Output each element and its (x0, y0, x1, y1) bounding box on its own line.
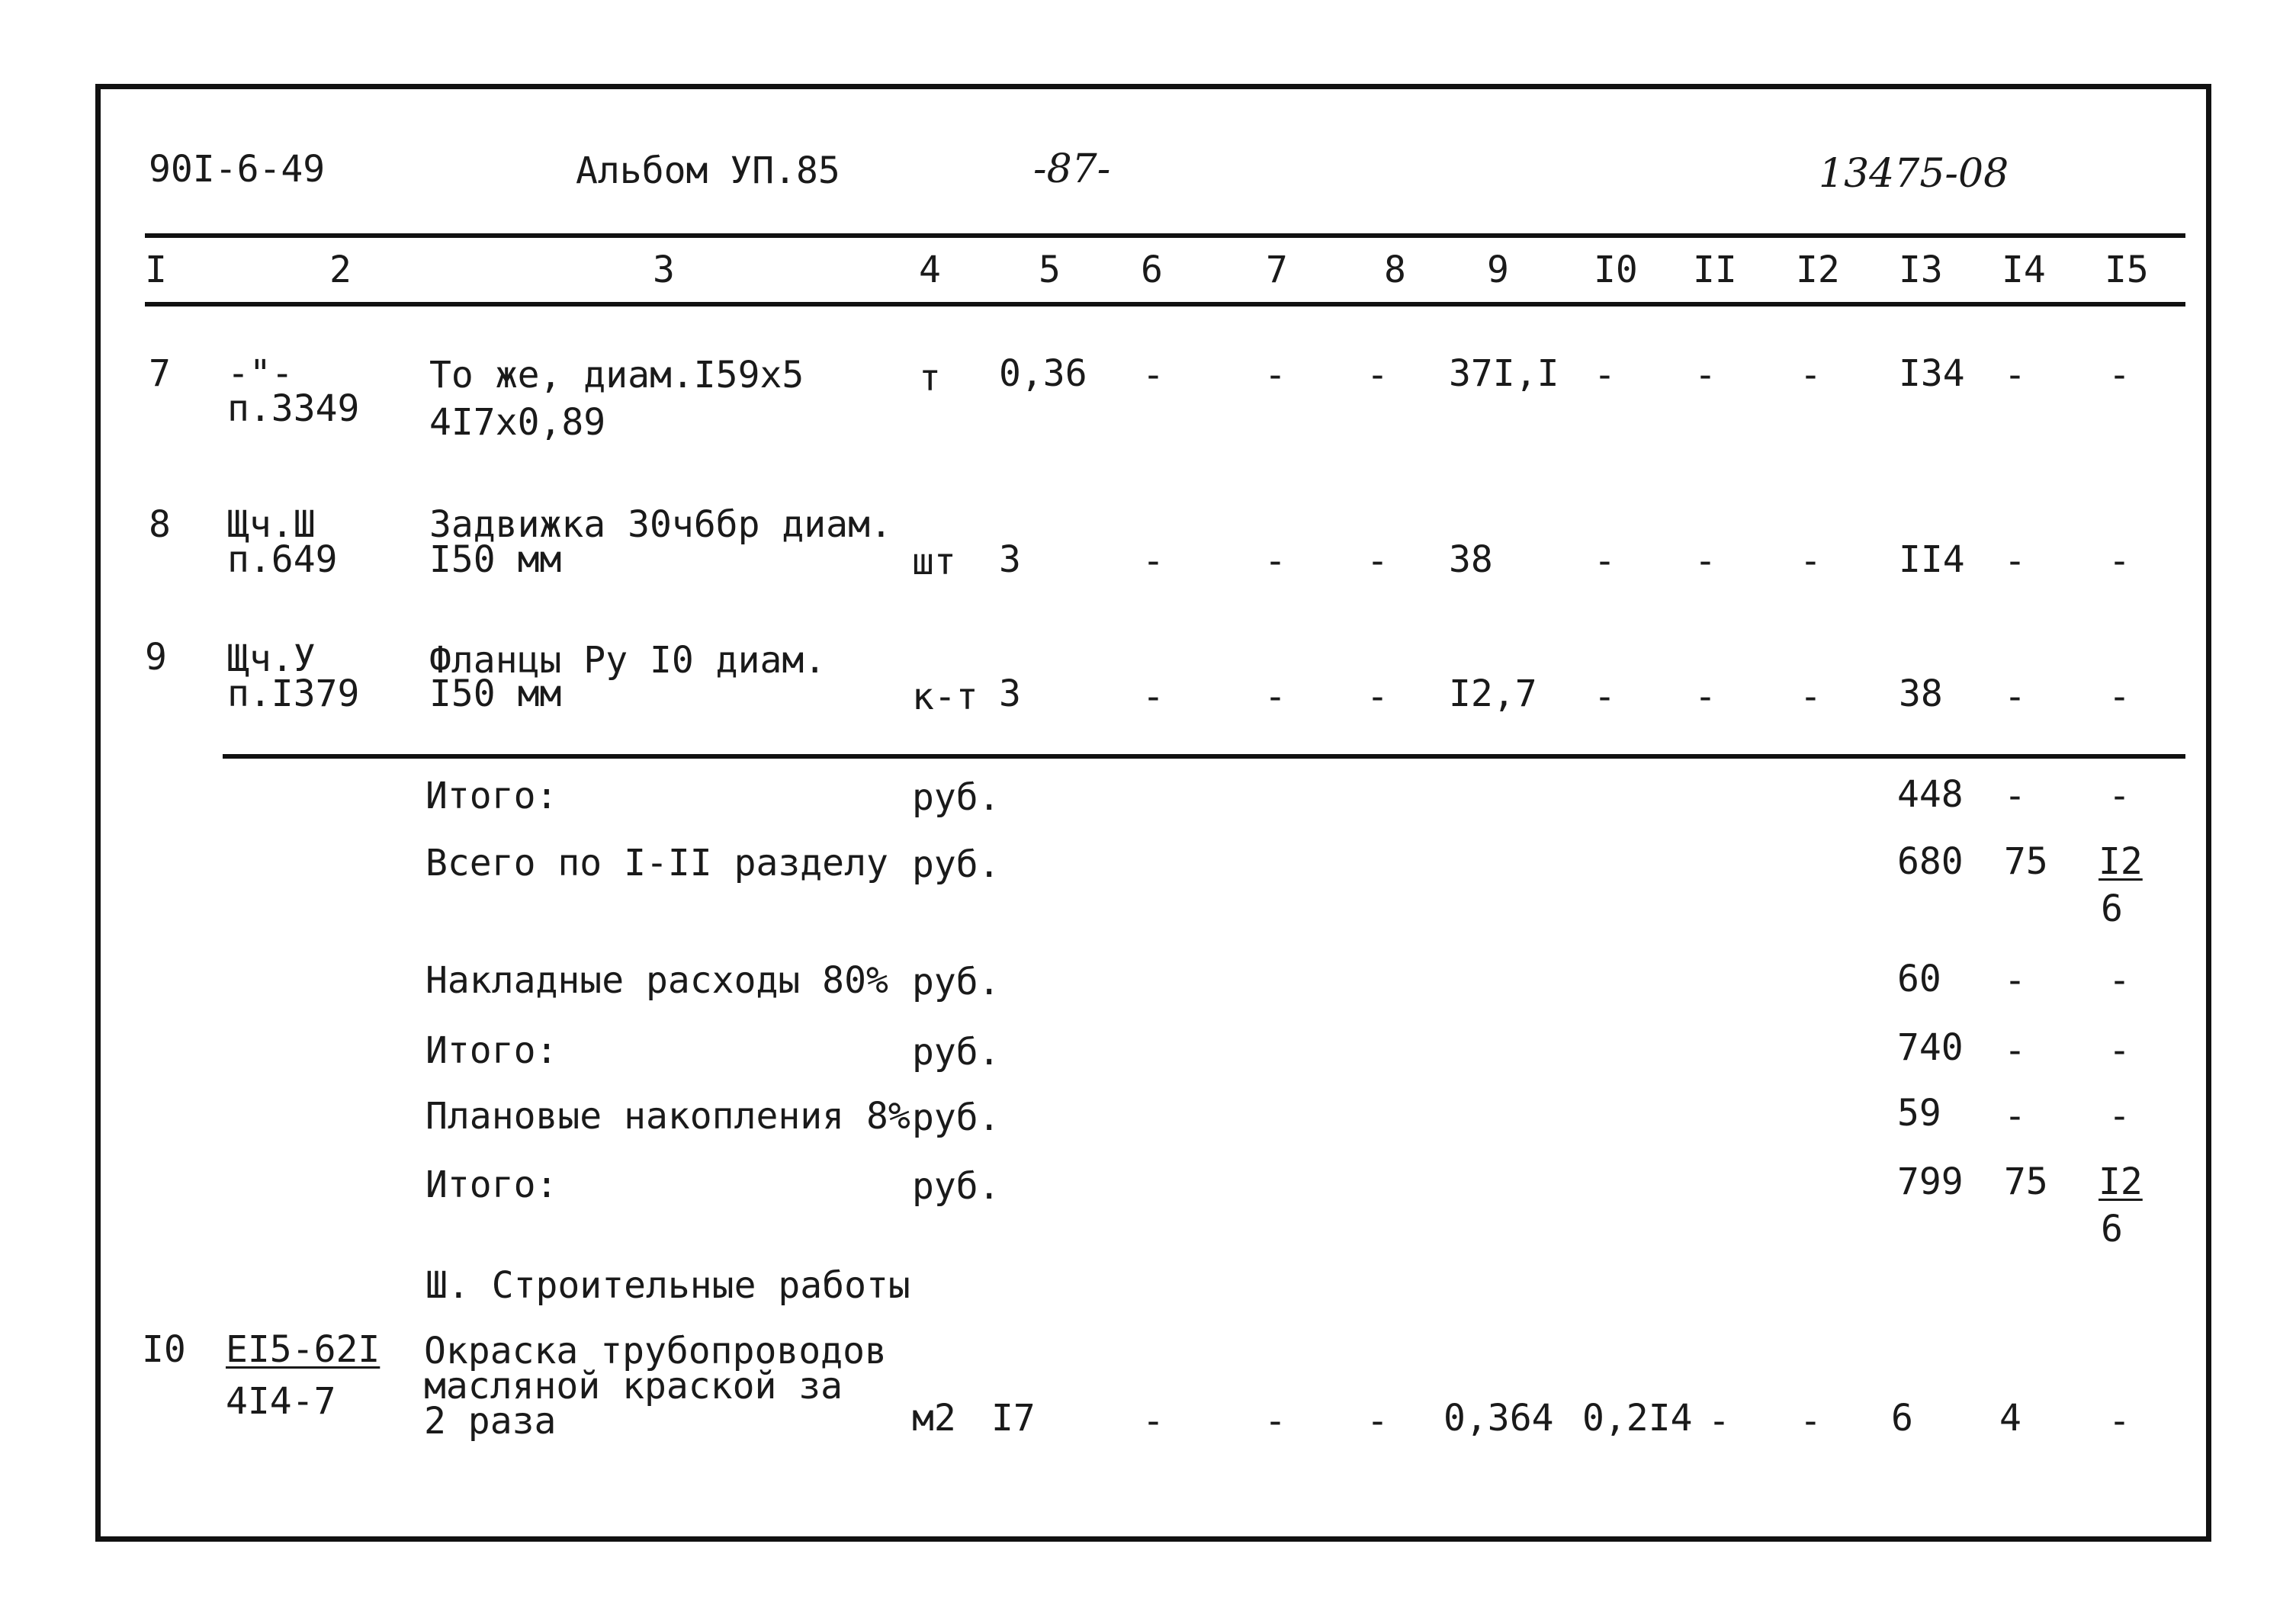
row-9-col14: - (2004, 676, 2026, 718)
row-10-col15: - (2108, 1400, 2131, 1443)
row-10-quantity: I7 (991, 1397, 1036, 1440)
row-7-col6: - (1142, 354, 1164, 396)
row-7-col13: I34 (1899, 352, 1965, 395)
row-7-col10: - (1594, 354, 1616, 396)
row-9-quantity: 3 (999, 672, 1021, 715)
row-8-quantity: 3 (999, 538, 1021, 581)
row-9-unit: к-т (912, 676, 978, 718)
summary-label-2: Всего по I-II разделу (425, 842, 888, 884)
row-10-col10: 0,2I4 (1582, 1397, 1693, 1440)
summary-col14-5: - (2004, 1095, 2026, 1138)
row-9-col13: 38 (1899, 672, 1943, 715)
col-header-5: 5 (1039, 249, 1061, 291)
row-7-col7: - (1264, 354, 1286, 396)
summary-col14-1: - (2004, 775, 2026, 817)
row-7-col8: - (1366, 354, 1389, 396)
row-7-ref-line1: -"- (227, 352, 294, 395)
col-header-6: 6 (1141, 249, 1163, 291)
row-9-description-line1: Фланцы Ру I0 диам. (429, 639, 827, 682)
row-8-description-line2: I50 мм (429, 538, 562, 581)
row-9-description-line2: I50 мм (429, 672, 562, 715)
col-header-4: 4 (919, 249, 941, 291)
summary-col15-3: - (2108, 959, 2131, 1002)
row-10-ref-line1: EI5-62I (226, 1328, 381, 1371)
summary-col13-5: 59 (1897, 1092, 1941, 1135)
col-header-10: I0 (1594, 249, 1638, 291)
row-9-col6: - (1142, 676, 1164, 718)
row-10-unit: м2 (912, 1397, 956, 1440)
row-7-description-line2: 4I7x0,89 (429, 401, 606, 444)
page-number: -87- (1033, 146, 1111, 192)
row-7-number: 7 (149, 352, 171, 395)
row-10-col11: - (1708, 1400, 1730, 1443)
summary-col15-6-denominator: 6 (2101, 1208, 2123, 1250)
row-8-number: 8 (149, 503, 171, 546)
row-7-col12: - (1800, 354, 1822, 396)
summary-col15-5: - (2108, 1095, 2131, 1138)
subtotal-rule (223, 754, 2185, 759)
row-10-description-line3: 2 раза (424, 1400, 557, 1443)
row-7-description-line1: То же, диам.I59x5 (429, 354, 804, 396)
row-9-col7: - (1264, 676, 1286, 718)
row-9-ref-line1: Щч.У (227, 637, 316, 680)
col-header-1: I (145, 249, 167, 291)
col-header-15: I5 (2105, 249, 2149, 291)
summary-col14-3: - (2004, 959, 2026, 1002)
summary-label-5: Плановые накопления 8% (425, 1095, 910, 1138)
row-10-col14: 4 (1999, 1397, 2021, 1440)
summary-col13-6: 799 (1897, 1160, 1964, 1203)
summary-col13-2: 680 (1897, 840, 1964, 883)
summary-col14-4: - (2004, 1029, 2026, 1072)
header-rule-top (145, 233, 2185, 238)
row-8-col12: - (1800, 540, 1822, 583)
summary-unit-2: руб. (912, 843, 1000, 886)
row-8-unit: шт (912, 541, 956, 583)
summary-col13-4: 740 (1897, 1026, 1964, 1069)
row-8-col10: - (1594, 540, 1616, 583)
summary-col15-2-numerator: I2 (2099, 840, 2143, 883)
summary-unit-5: руб. (912, 1096, 1000, 1139)
col-header-8: 8 (1384, 249, 1406, 291)
row-10-ref-line2: 4I4-7 (226, 1380, 336, 1423)
summary-col14-6: 75 (2004, 1160, 2048, 1203)
row-9-col8: - (1366, 676, 1389, 718)
col-header-14: I4 (2002, 249, 2046, 291)
row-8-col7: - (1264, 540, 1286, 583)
row-8-col9: 38 (1449, 538, 1493, 581)
summary-unit-4: руб. (912, 1031, 1000, 1074)
row-8-col14: - (2004, 540, 2026, 583)
row-8-col15: - (2108, 540, 2131, 583)
summary-col15-4: - (2108, 1029, 2131, 1072)
row-8-description-line1: Задвижка 30ч6бр диам. (429, 503, 892, 546)
col-header-12: I2 (1796, 249, 1840, 291)
doc-code: 90I-6-49 (149, 148, 326, 191)
row-7-quantity: 0,36 (999, 352, 1087, 395)
row-10-col6: - (1142, 1400, 1164, 1443)
col-header-11: II (1693, 249, 1737, 291)
row-7-ref-line2: п.3349 (227, 387, 360, 430)
row-8-ref-line2: п.649 (227, 538, 338, 581)
col-header-7: 7 (1266, 249, 1288, 291)
col-header-13: I3 (1899, 249, 1943, 291)
row-7-col14: - (2004, 354, 2026, 396)
summary-label-6: Итого: (425, 1164, 558, 1206)
row-8-col8: - (1366, 540, 1389, 583)
row-10-col8: - (1366, 1400, 1389, 1443)
col-header-3: 3 (653, 249, 675, 291)
col-header-9: 9 (1487, 249, 1509, 291)
summary-unit-1: руб. (912, 776, 1000, 819)
row-10-number: I0 (142, 1328, 186, 1371)
summary-col14-2: 75 (2004, 840, 2048, 883)
summary-label-1: Итого: (425, 775, 558, 817)
summary-label-3: Накладные расходы 80% (425, 959, 888, 1002)
summary-label-4: Итого: (425, 1029, 558, 1072)
header-rule-bottom (145, 302, 2185, 307)
section-3-title: Ш. Строительные работы (425, 1264, 910, 1307)
row-8-col6: - (1142, 540, 1164, 583)
row-8-col11: - (1694, 540, 1716, 583)
row-9-col15: - (2108, 676, 2131, 718)
row-7-unit: т (919, 357, 941, 400)
row-10-description-line1: Окраска трубопроводов (424, 1330, 887, 1372)
row-10-col13: 6 (1891, 1397, 1913, 1440)
summary-col15-2-denominator: 6 (2101, 888, 2123, 930)
row-9-col11: - (1694, 676, 1716, 718)
stamp-number: 13475-08 (1819, 151, 2009, 197)
row-10-col9: 0,364 (1443, 1397, 1554, 1440)
row-9-col10: - (1594, 676, 1616, 718)
summary-unit-3: руб. (912, 961, 1000, 1003)
album-label: Альбом УП.85 (576, 149, 840, 192)
row-7-col11: - (1694, 354, 1716, 396)
row-9-col9: I2,7 (1449, 672, 1537, 715)
row-7-col15: - (2108, 354, 2131, 396)
row-10-col12: - (1800, 1400, 1822, 1443)
row-7-col9: 37I,I (1449, 352, 1559, 395)
summary-col13-3: 60 (1897, 958, 1941, 1000)
row-9-ref-line2: п.I379 (227, 672, 360, 715)
summary-col15-6-numerator: I2 (2099, 1160, 2143, 1203)
row-9-col12: - (1800, 676, 1822, 718)
row-10-description-line2: масляной краской за (424, 1365, 843, 1408)
summary-col15-1: - (2108, 775, 2131, 817)
row-9-number: 9 (145, 636, 167, 679)
summary-col13-1: 448 (1897, 773, 1964, 816)
summary-unit-6: руб. (912, 1165, 1000, 1208)
row-10-col7: - (1264, 1400, 1286, 1443)
col-header-2: 2 (329, 249, 352, 291)
row-8-ref-line1: Щч.Ш (227, 503, 316, 546)
row-8-col13: II4 (1899, 538, 1965, 581)
